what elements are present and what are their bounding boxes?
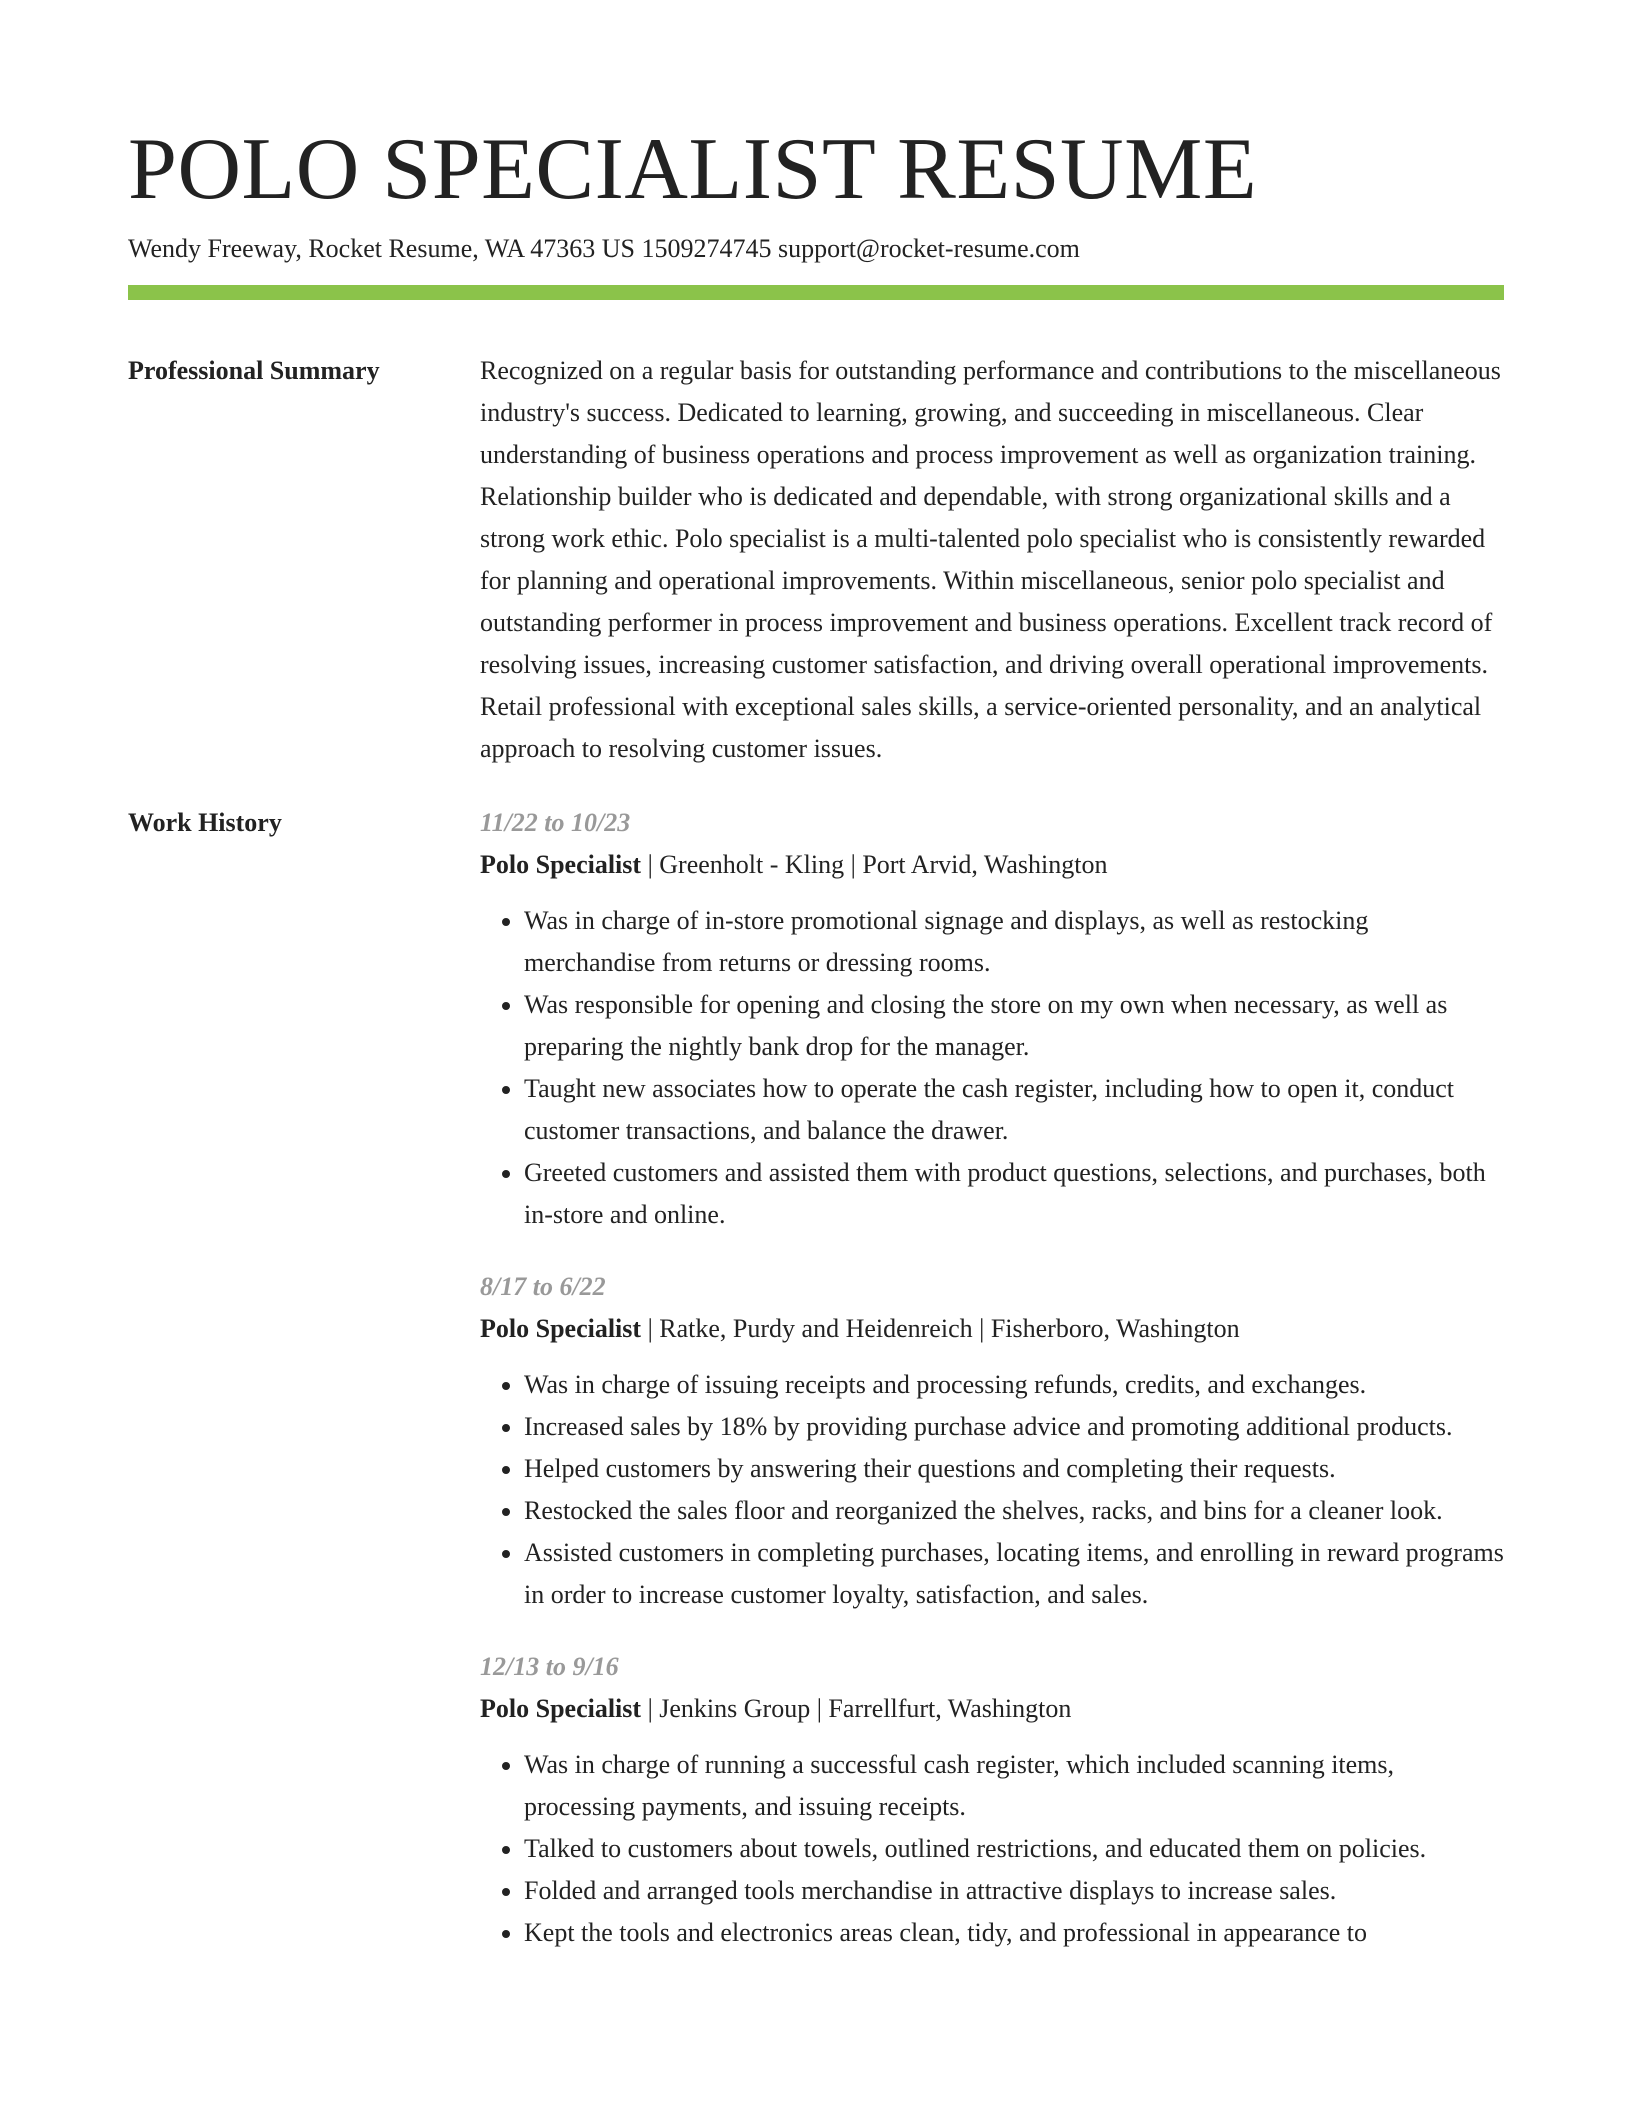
job-entry (480, 1266, 1504, 1616)
job-bullet-list (480, 900, 1504, 1236)
job-bullet-list (480, 1744, 1504, 1954)
professional-summary-section (128, 350, 1504, 770)
job-details: | Ratke, Purdy and Heidenreich | Fisherboro, Washington (641, 1314, 1240, 1343)
section-label-work-history: Work History (128, 808, 282, 837)
job-title: Polo Specialist (480, 1314, 642, 1343)
summary-text: Recognized on a regular basis for outstanding performance and contributions to the miscellaneous industry's success. Dedicated to learning, growing, and succeeding in miscellaneous. Clear understanding of business operations and process improvement as well as organization training. Relationship builder who is dedicated and dependable, with strong organizational skills and a strong work ethic. Polo specialist is a multi-talented polo specialist who is consistently rewarded for planning and operational improvements. Within miscellaneous, senior polo specialist and outstanding performer in process improvement and business operations. Excellent track record of resolving issues, increasing customer satisfaction, and driving overall operational improvements. Retail professional with exceptional sales skills, a service-oriented personality, and an analytical approach to resolving customer issues. (480, 356, 1501, 763)
job-bullet: • Kept the tools and electronics areas clean, tidy, and professional in appearance to (524, 1912, 1504, 1954)
job-bullet: • Was in charge of issuing receipts and processing refunds, credits, and exchanges. (524, 1364, 1504, 1406)
work-history-body (480, 802, 1504, 1984)
job-title: Polo Specialist (480, 1694, 642, 1723)
job-entry (480, 1646, 1504, 1954)
job-details: | Jenkins Group | Farrellfurt, Washington (641, 1694, 1072, 1723)
job-bullet: • Increased sales by 18% by providing purchase advice and promoting additional products. (524, 1406, 1504, 1448)
job-dates: 8/17 to 6/22 (480, 1272, 606, 1301)
summary-body (480, 350, 1504, 770)
job-entry (480, 802, 1504, 1236)
job-heading (480, 1688, 1504, 1730)
job-bullet: • Helped customers by answering their questions and completing their requests. (524, 1448, 1504, 1490)
job-bullet: • Assisted customers in completing purchases, locating items, and enrolling in reward programs in order to increase customer loyalty, satisfaction, and sales. (524, 1532, 1504, 1616)
job-bullet: • Restocked the sales floor and reorganized the shelves, racks, and bins for a cleaner look. (524, 1490, 1504, 1532)
accent-divider (128, 285, 1504, 300)
resume-title: POLO SPECIALIST RESUME (128, 121, 1258, 218)
job-bullet: • Greeted customers and assisted them with product questions, selections, and purchases, both in-store and online. (524, 1152, 1504, 1236)
job-bullet: • Folded and arranged tools merchandise in attractive displays to increase sales. (524, 1870, 1504, 1912)
job-heading (480, 1308, 1504, 1350)
job-heading (480, 844, 1504, 886)
resume-page (128, 0, 1504, 1984)
job-title: Polo Specialist (480, 850, 642, 879)
job-bullet: • Was in charge of in-store promotional signage and displays, as well as restocking merchandise from returns or dressing rooms. (524, 900, 1504, 984)
job-dates: 12/13 to 9/16 (480, 1652, 619, 1681)
contact-line: Wendy Freeway, Rocket Resume, WA 47363 US 1509274745 support@rocket-resume.com (128, 234, 1080, 263)
job-bullet: • Talked to customers about towels, outlined restrictions, and educated them on policies. (524, 1828, 1504, 1870)
job-bullet: • Taught new associates how to operate the cash register, including how to open it, conduct customer transactions, and balance the drawer. (524, 1068, 1504, 1152)
job-bullet-list (480, 1364, 1504, 1616)
job-dates: 11/22 to 10/23 (480, 808, 631, 837)
job-bullet: • Was responsible for opening and closing the store on my own when necessary, as well as preparing the nightly bank drop for the manager. (524, 984, 1504, 1068)
job-details: | Greenholt - Kling | Port Arvid, Washington (641, 850, 1108, 879)
job-bullet: • Was in charge of running a successful cash register, which included scanning items, processing payments, and issuing receipts. (524, 1744, 1504, 1828)
work-history-section (128, 802, 1504, 1984)
section-label-professional-summary: Professional Summary (128, 356, 380, 385)
